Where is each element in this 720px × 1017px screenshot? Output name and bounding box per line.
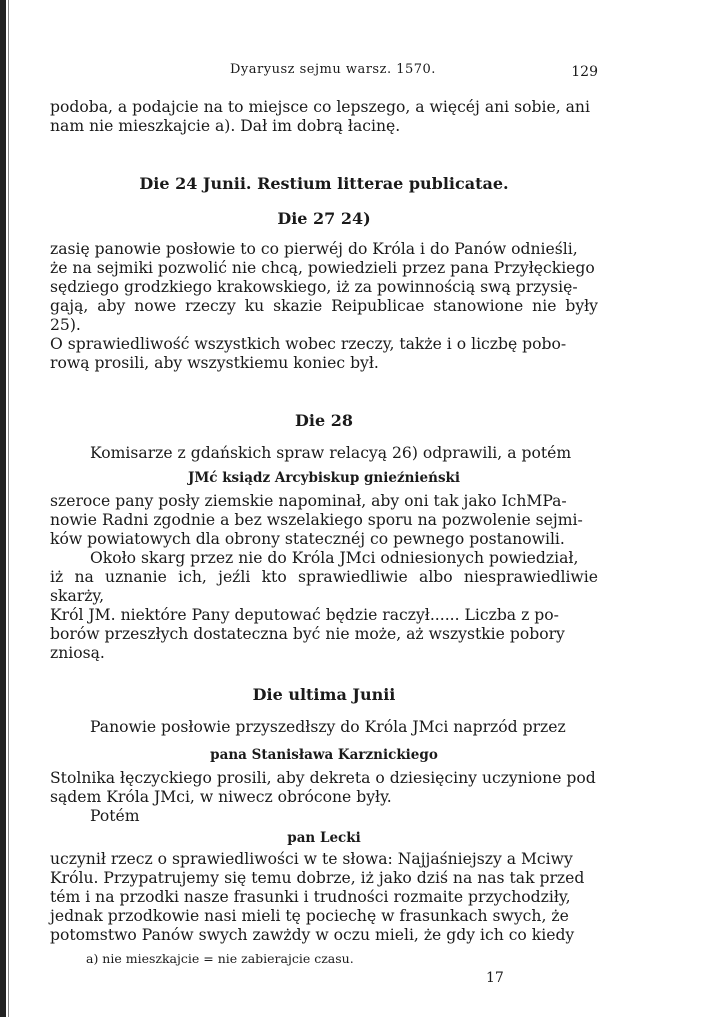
text-line: Komisarze z gdańskich spraw relacyą 26) odprawili, a potém [90,444,572,462]
text-line: uczynił rzecz o sprawiedliwości w te słowa: Najjaśniejszy a Mciwy [50,850,573,868]
scan-edge [0,0,6,1017]
text-line: borów przeszłych dostateczna być nie może, aż wszystkie pobory [50,625,565,643]
section-heading: Die 27 24) [277,209,371,228]
text-line: potomstwo Panów swych zawżdy w oczu mieli, że gdy ich co kiedy [50,926,575,944]
text-line: Król JM. niektóre Pany deputować będzie raczył...... Liczba z po- [50,606,559,624]
running-header [50,58,598,84]
speaker-name: pana Stanisława Karznickiego [210,747,438,763]
text-line: szeroce pany posły ziemskie napominał, aby oni tak jako IchMPa- [50,492,567,510]
section-heading: Die 24 Junii. Restium litterae publicatae. [139,174,509,193]
text-line: O sprawiedliwość wszystkich wobec rzeczy, także i o liczbę pobo- [50,335,567,353]
text-line: ków powiatowych dla obrony statecznéj co pewnego postanowili. [50,530,565,548]
section-heading: Die 28 [295,411,353,430]
text-line: Potém [90,807,140,825]
text-line: Stolnika łęczyckiego prosili, aby dekreta o dziesięciny uczynione pod [50,769,596,787]
text-line: tém i na przodki nasze frasunki i trudności rozmaite przychodziły, [50,888,571,906]
text-line: Około skarg przez nie do Króla JMci odniesionych powiedział, [90,549,579,567]
paragraph [50,492,598,663]
text-line: Panowie posłowie przyszedłszy do Króla JMci naprzód przez [90,718,566,736]
text-line: podoba, a podajcie na to miejsce co lepszego, a więcéj ani sobie, ani [50,98,590,116]
paragraph [50,444,598,463]
text-line: sądem Króla JMci, w niwecz obrócone były. [50,788,392,806]
footnote: a) nie mieszkajcie = nie zabierajcie czasu. [86,951,354,966]
paragraph [50,240,598,373]
text-line: zasię panowie posłowie to co pierwéj do Króla i do Panów odnieśli, [50,240,578,258]
paragraph [50,98,598,136]
signature-mark: 17 [486,970,504,986]
speaker-name: pan Lecki [287,830,361,846]
text-line: nowie Radni zgodnie a bez wszelakiego sporu na pozwolenie sejmi- [50,511,583,529]
paragraph [50,769,598,826]
text-line: jednak przodkowie nasi mieli tę pociechę w frasunkach swych, że [50,907,569,925]
page-number: 129 [571,64,598,80]
text-line: gają, aby nowe rzeczy ku skazie Reipublicae stanowione nie były 25). [50,297,598,334]
book-page [50,58,598,966]
text-line: sędziego grodzkiego krakowskiego, iż za powinnością swą przysię- [50,278,578,296]
section-heading: Die ultima Junii [252,685,396,704]
text-line: że na sejmiki pozwolić nie chcą, powiedzieli przez pana Przyłęckiego [50,259,595,277]
scan-edge-line [8,0,9,1017]
running-title: Dyaryusz sejmu warsz. 1570. [230,62,436,77]
paragraph [50,718,598,737]
text-line: nam nie mieszkajcie a). Dał im dobrą łacinę. [50,117,401,135]
speaker-name: JMć ksiądz Arcybiskup gnieźnieński [187,470,461,486]
text-line: zniosą. [50,644,105,662]
paragraph [50,850,598,945]
text-line: iż na uznanie ich, jeźli kto sprawiedliwie albo niesprawiedliwie skarży, [50,568,598,605]
text-line: Królu. Przypatrujemy się temu dobrze, iż jako dziś na nas tak przed [50,869,585,887]
text-line: rową prosili, aby wszystkiemu koniec był. [50,354,379,372]
